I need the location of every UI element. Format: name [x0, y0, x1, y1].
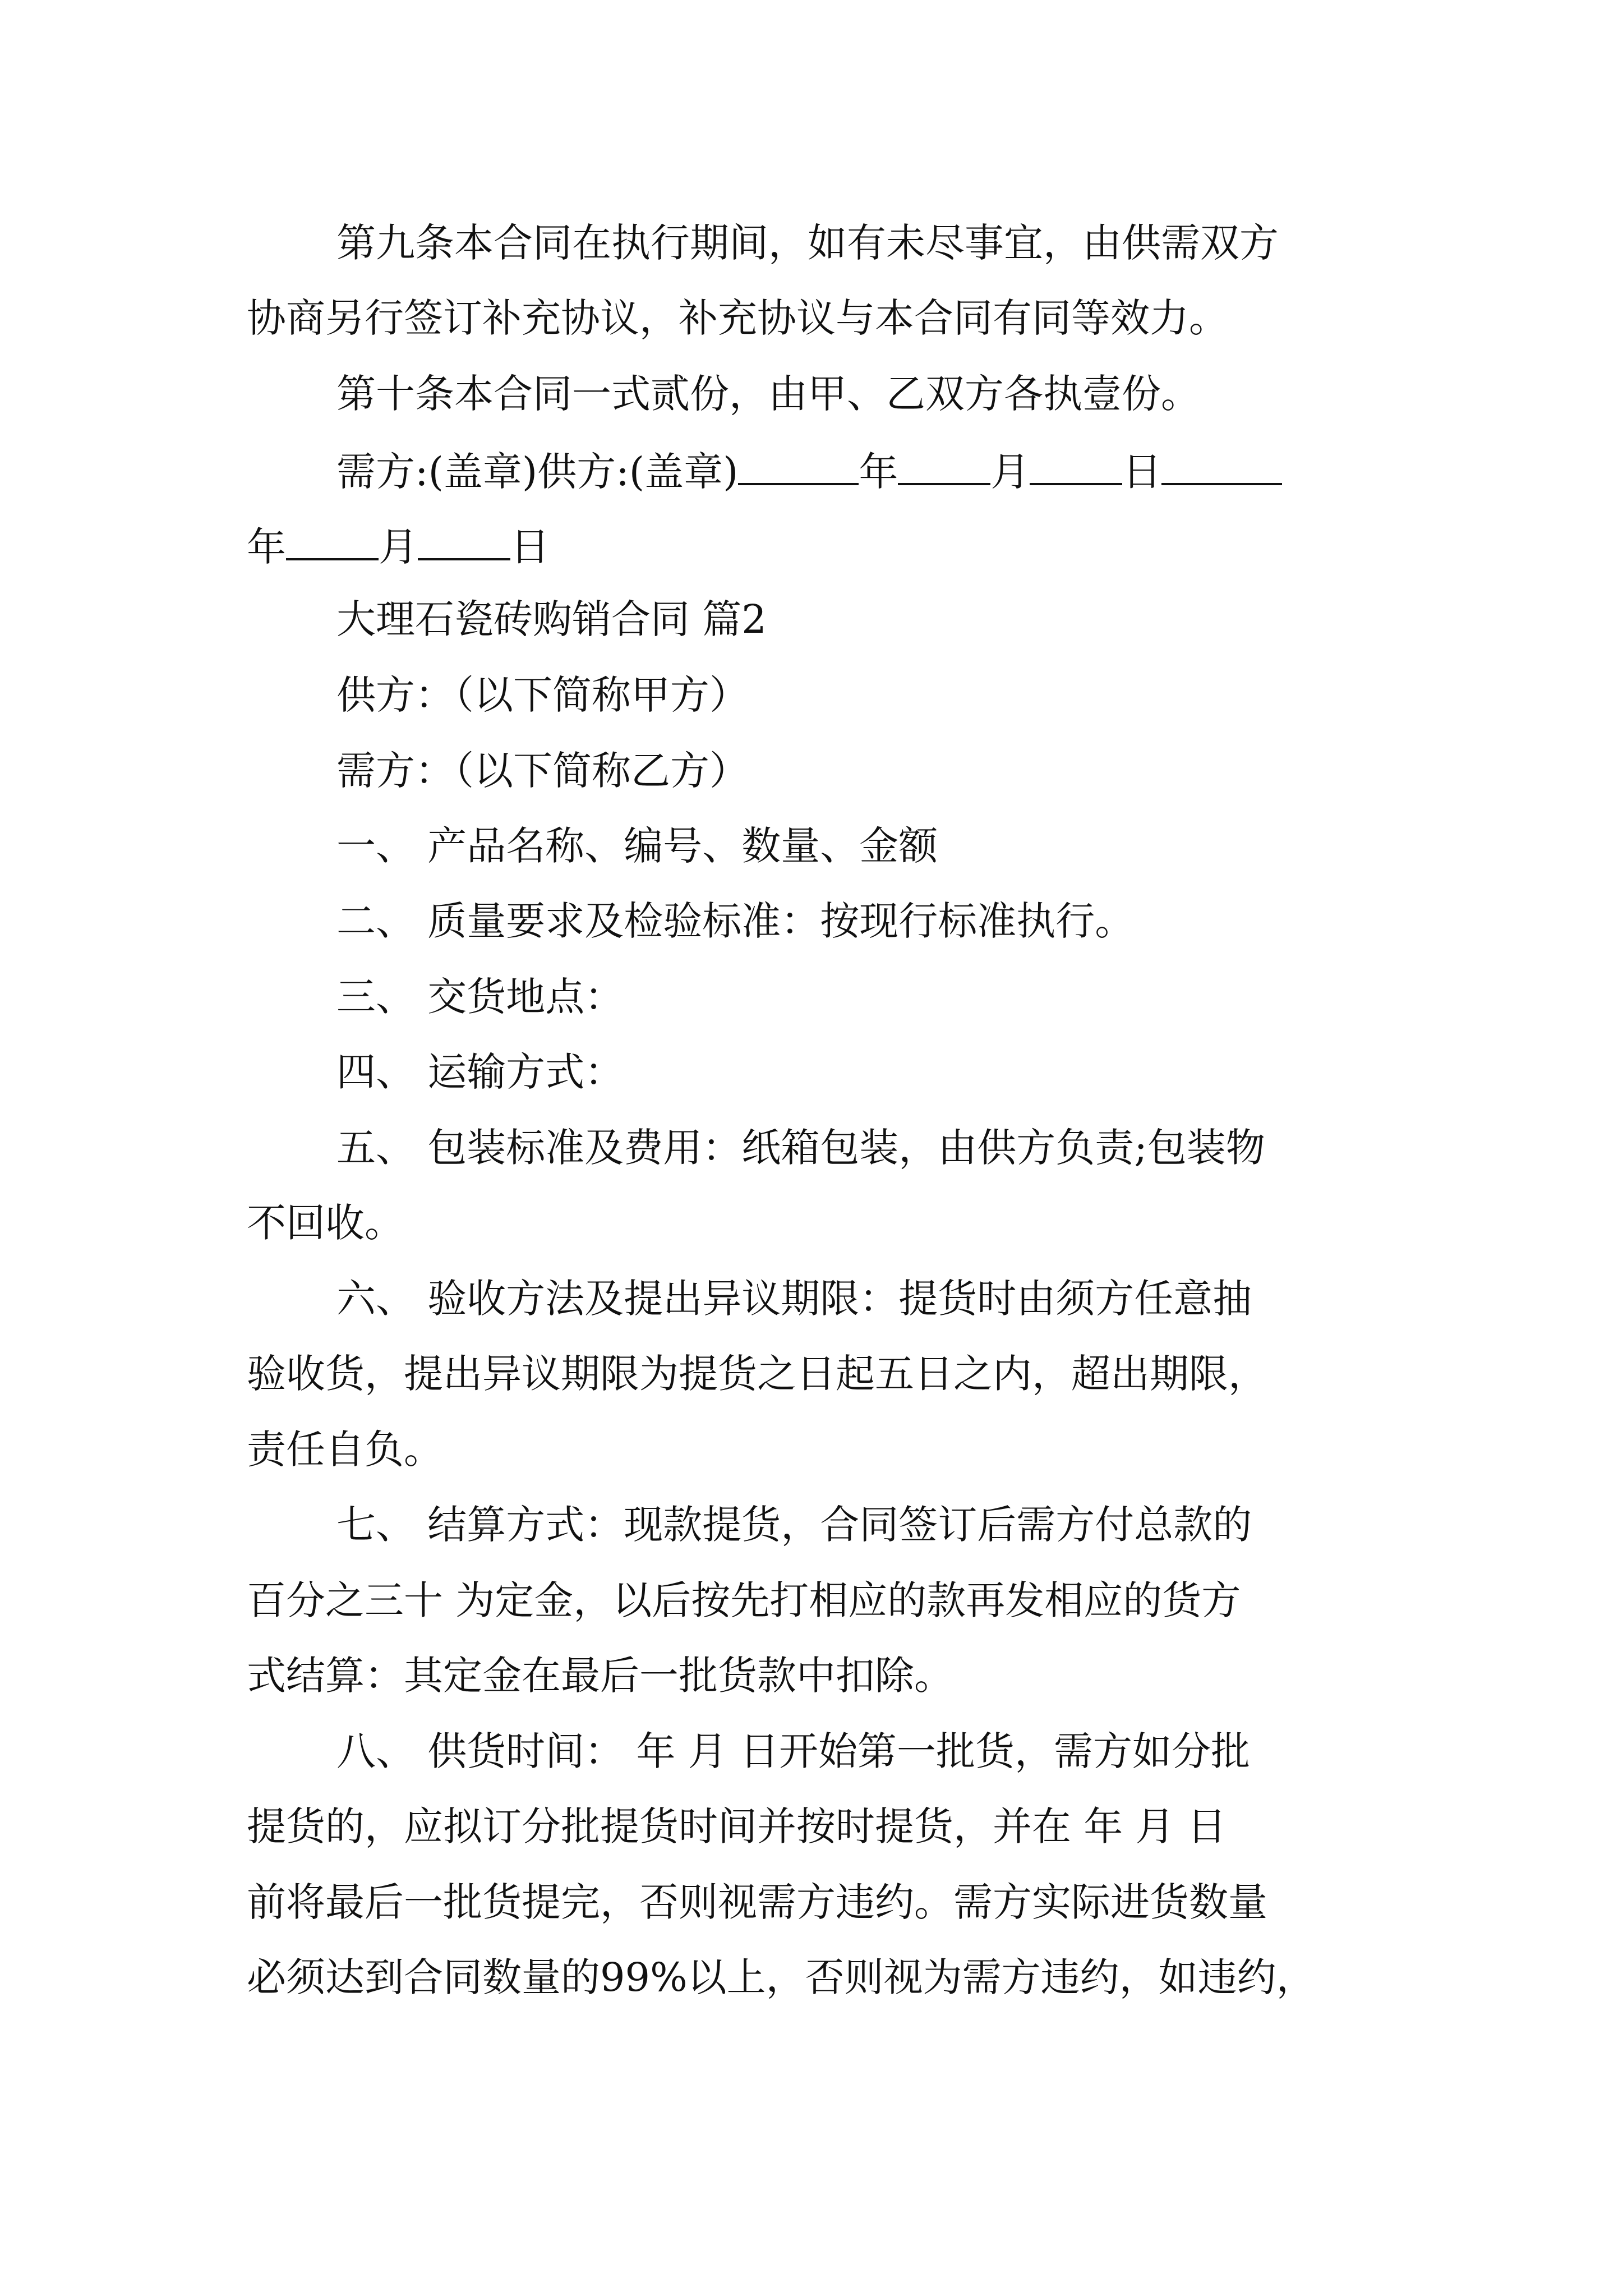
month-label: 月 — [990, 449, 1030, 495]
supplier-line: 供方：（以下简称甲方） — [336, 672, 749, 718]
item1-line: 一、 产品名称、编号、数量、金额 — [336, 823, 938, 869]
item6-line1: 六、 验收方法及提出异议期限：提货时由须方任意抽 — [336, 1276, 1252, 1322]
month-label-2: 月 — [379, 524, 418, 570]
day-label: 日 — [1122, 449, 1162, 495]
day-blank — [1030, 449, 1122, 485]
item8-line1: 八、 供货时间： 年 月 日开始第一批货，需方如分批 — [336, 1728, 1251, 1774]
item8-line2: 提货的，应拟订分批提货时间并按时提货，并在 年 月 日 — [247, 1803, 1227, 1849]
year-blank — [738, 449, 859, 485]
year-label: 年 — [859, 449, 898, 495]
item7-line2: 百分之三十 为定金，以后按先打相应的款再发相应的货方 — [247, 1577, 1241, 1623]
signature-line1 — [336, 449, 1282, 495]
item3-line: 三、 交货地点： — [336, 974, 624, 1020]
year-blank-2 — [1161, 449, 1282, 485]
clause10-line: 第十条本合同一式贰份，由甲、乙双方各执壹份。 — [336, 371, 1200, 417]
item8-line3: 前将最后一批货提完，否则视需方违约。需方实际进货数量 — [247, 1879, 1267, 1925]
item6-line3: 责任自负。 — [247, 1427, 443, 1473]
item4-line: 四、 运输方式： — [336, 1049, 624, 1095]
day-label-2: 日 — [510, 524, 550, 570]
year-label-2: 年 — [247, 524, 286, 570]
signature-line2 — [247, 524, 550, 570]
signature-parties: 需方:(盖章)供方:(盖章) — [336, 449, 739, 495]
item7-line3: 式结算：其定金在最后一批货款中扣除。 — [247, 1653, 953, 1699]
clause9-line1: 第九条本合同在执行期间，如有未尽事宜，由供需双方 — [336, 220, 1279, 266]
clause9-line2: 协商另行签订补充协议，补充协议与本合同有同等效力。 — [247, 295, 1228, 341]
month-blank — [898, 449, 990, 485]
item5-line1: 五、 包装标准及费用：纸箱包装，由供方负责;包装物 — [336, 1125, 1265, 1171]
item6-line2: 验收货，提出异议期限为提货之日起五日之内，超出期限， — [247, 1351, 1267, 1397]
day-blank-2 — [418, 524, 510, 560]
item5-line2: 不回收。 — [247, 1200, 404, 1246]
item8-line4: 必须达到合同数量的99%以上，否则视为需方违约，如违约， — [247, 1954, 1316, 2000]
section2-title: 大理石瓷砖购销合同 篇2 — [336, 596, 767, 642]
item2-line: 二、 质量要求及检验标准：按现行标准执行。 — [336, 898, 1135, 944]
month-blank-2 — [286, 524, 379, 560]
item7-line1: 七、 结算方式：现款提货，合同签订后需方付总款的 — [336, 1502, 1252, 1548]
buyer-line: 需方：（以下简称乙方） — [336, 748, 749, 794]
